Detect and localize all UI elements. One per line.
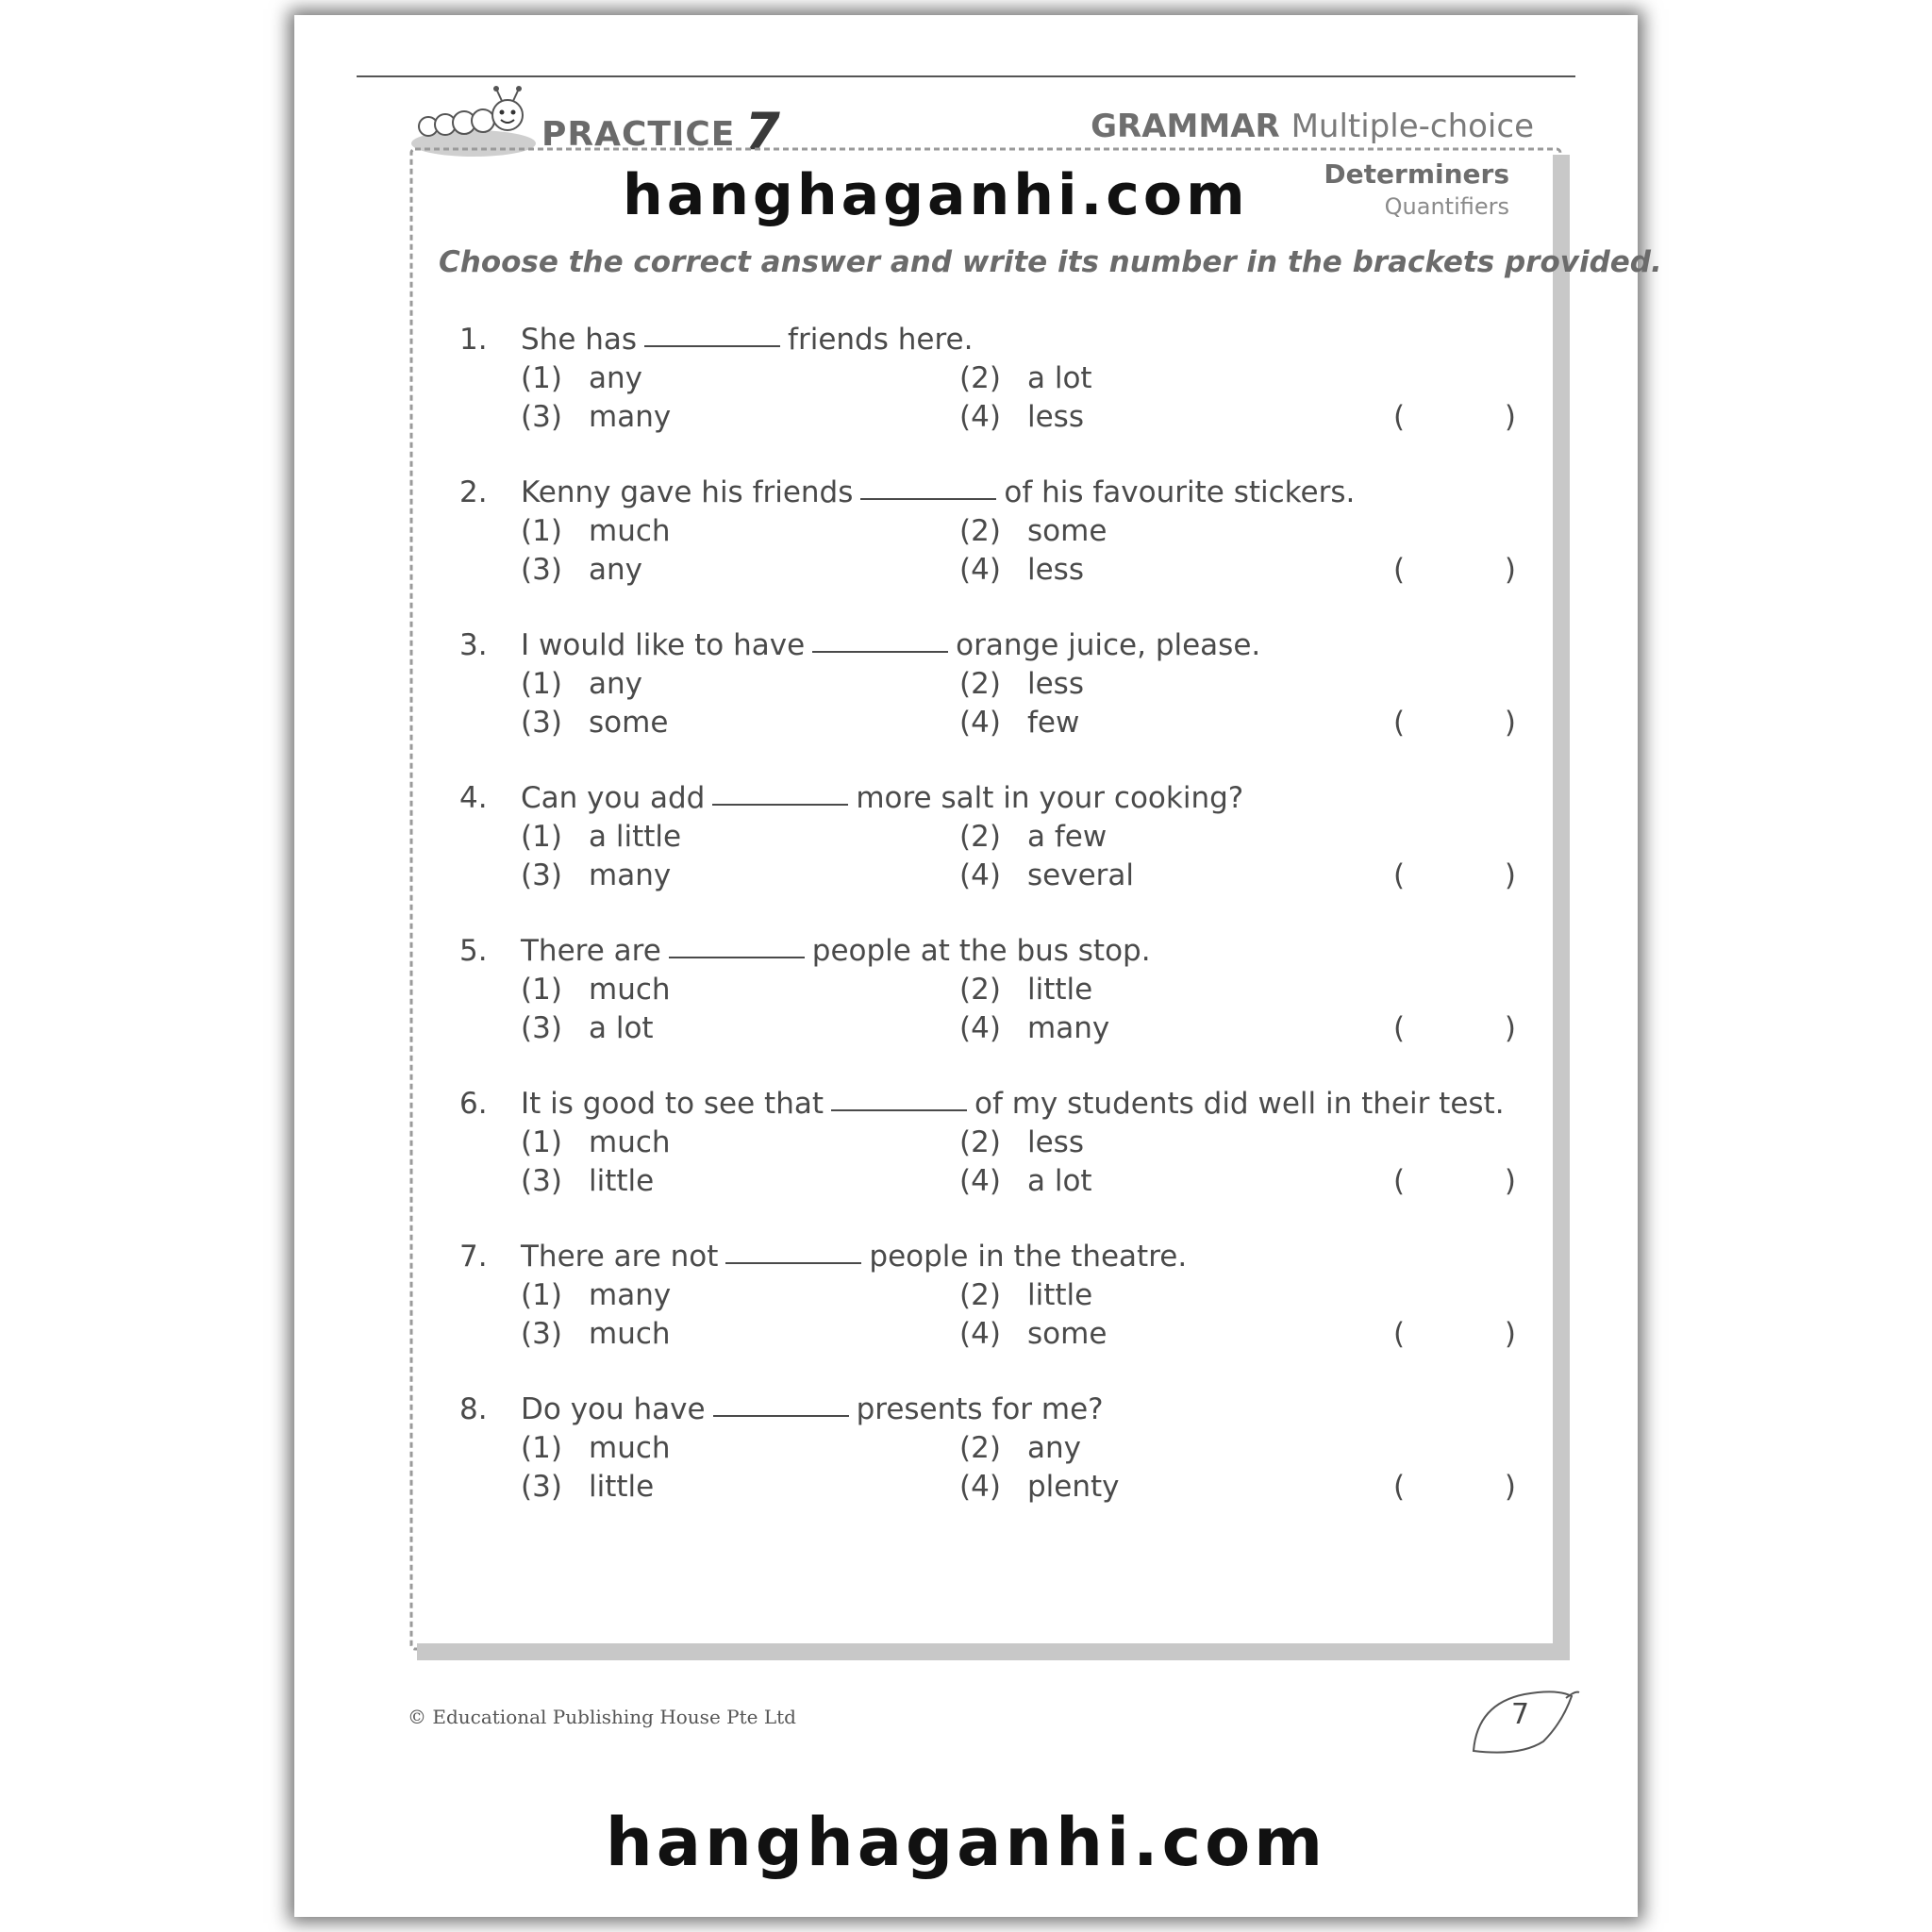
option-2 bbox=[959, 361, 1092, 395]
bracket-close: ) bbox=[1504, 400, 1516, 434]
option-4 bbox=[959, 706, 1079, 740]
answer-blank bbox=[812, 641, 948, 653]
stem-after: of my students did well in their test. bbox=[974, 1087, 1505, 1121]
top-rule bbox=[357, 75, 1575, 77]
bracket-close: ) bbox=[1504, 1317, 1516, 1351]
answer-blank bbox=[644, 336, 780, 347]
bracket-close: ) bbox=[1504, 706, 1516, 740]
answer-blank bbox=[831, 1100, 967, 1111]
option-text: little bbox=[589, 1164, 655, 1198]
option-label: (4) bbox=[959, 706, 1001, 740]
option-text: any bbox=[589, 553, 642, 587]
stem-after: of his favourite stickers. bbox=[1004, 475, 1356, 509]
option-text: many bbox=[589, 1278, 672, 1312]
option-text: a lot bbox=[1027, 361, 1092, 395]
option-label: (1) bbox=[521, 1125, 562, 1159]
question-6 bbox=[459, 1087, 1535, 1228]
stem-before: She has bbox=[521, 323, 638, 357]
option-1 bbox=[521, 361, 642, 395]
option-label: (2) bbox=[959, 820, 1001, 854]
option-text: a little bbox=[589, 820, 682, 854]
question-stem bbox=[459, 1087, 1505, 1121]
option-1 bbox=[521, 1125, 671, 1159]
option-text: few bbox=[1027, 706, 1080, 740]
option-label: (3) bbox=[521, 706, 562, 740]
bracket-open: ( bbox=[1393, 1317, 1406, 1351]
question-stem bbox=[459, 1392, 1104, 1426]
option-2 bbox=[959, 1125, 1084, 1159]
option-label: (4) bbox=[959, 1011, 1001, 1045]
option-text: much bbox=[589, 514, 671, 548]
question-number: 6. bbox=[459, 1087, 488, 1121]
bracket-open: ( bbox=[1393, 553, 1406, 587]
question-number: 8. bbox=[459, 1392, 488, 1426]
option-text: many bbox=[589, 858, 672, 892]
option-label: (4) bbox=[959, 553, 1001, 587]
bracket-open: ( bbox=[1393, 706, 1406, 740]
option-label: (1) bbox=[521, 820, 562, 854]
option-4 bbox=[959, 1011, 1109, 1045]
option-4 bbox=[959, 553, 1084, 587]
option-3 bbox=[521, 706, 668, 740]
option-label: (2) bbox=[959, 973, 1001, 1007]
option-text: a lot bbox=[589, 1011, 654, 1045]
bracket-close: ) bbox=[1504, 1470, 1516, 1504]
option-label: (2) bbox=[959, 1278, 1001, 1312]
option-label: (1) bbox=[521, 514, 562, 548]
question-stem bbox=[459, 475, 1355, 509]
option-label: (4) bbox=[959, 1164, 1001, 1198]
bracket-close: ) bbox=[1504, 858, 1516, 892]
option-2 bbox=[959, 973, 1092, 1007]
option-text: any bbox=[589, 667, 642, 701]
option-text: plenty bbox=[1027, 1470, 1120, 1504]
option-2 bbox=[959, 1431, 1081, 1465]
option-1 bbox=[521, 1431, 671, 1465]
option-text: many bbox=[589, 400, 672, 434]
option-text: several bbox=[1027, 858, 1134, 892]
option-label: (3) bbox=[521, 1164, 562, 1198]
option-text: a lot bbox=[1027, 1164, 1092, 1198]
bracket-open: ( bbox=[1393, 1164, 1406, 1198]
stem-before: I would like to have bbox=[521, 628, 806, 662]
option-text: some bbox=[1027, 514, 1108, 548]
option-text: much bbox=[589, 1125, 671, 1159]
option-2 bbox=[959, 667, 1084, 701]
option-label: (1) bbox=[521, 667, 562, 701]
stem-before: There are not bbox=[521, 1240, 719, 1274]
option-1 bbox=[521, 1278, 671, 1312]
topic-sub: Quantifiers bbox=[1384, 193, 1509, 220]
question-number: 5. bbox=[459, 934, 488, 968]
option-3 bbox=[521, 1470, 654, 1504]
answer-brackets[interactable] bbox=[1393, 1317, 1516, 1351]
answer-brackets[interactable] bbox=[1393, 553, 1516, 587]
question-number: 2. bbox=[459, 475, 488, 509]
option-text: much bbox=[589, 1431, 671, 1465]
page-number-leaf bbox=[1468, 1685, 1581, 1757]
option-label: (4) bbox=[959, 1470, 1001, 1504]
question-8 bbox=[459, 1392, 1535, 1534]
option-label: (3) bbox=[521, 553, 562, 587]
option-text: some bbox=[1027, 1317, 1108, 1351]
option-label: (4) bbox=[959, 400, 1001, 434]
option-text: less bbox=[1027, 667, 1084, 701]
option-3 bbox=[521, 1317, 671, 1351]
bracket-close: ) bbox=[1504, 553, 1516, 587]
category-bold: GRAMMAR bbox=[1091, 108, 1280, 145]
answer-brackets[interactable] bbox=[1393, 706, 1516, 740]
option-text: less bbox=[1027, 1125, 1084, 1159]
question-3 bbox=[459, 628, 1535, 770]
answer-brackets[interactable] bbox=[1393, 1011, 1516, 1045]
option-text: a few bbox=[1027, 820, 1108, 854]
stem-after: more salt in your cooking? bbox=[856, 781, 1244, 815]
question-1 bbox=[459, 323, 1535, 464]
bracket-open: ( bbox=[1393, 1470, 1406, 1504]
option-2 bbox=[959, 1278, 1092, 1312]
option-text: little bbox=[589, 1470, 655, 1504]
category-light: Multiple-choice bbox=[1291, 108, 1534, 145]
option-label: (1) bbox=[521, 1278, 562, 1312]
option-text: less bbox=[1027, 400, 1084, 434]
option-text: any bbox=[1027, 1431, 1081, 1465]
answer-brackets[interactable] bbox=[1393, 400, 1516, 434]
question-5 bbox=[459, 934, 1535, 1075]
question-number: 4. bbox=[459, 781, 488, 815]
option-label: (1) bbox=[521, 973, 562, 1007]
option-label: (3) bbox=[521, 858, 562, 892]
question-stem bbox=[459, 628, 1260, 662]
option-label: (2) bbox=[959, 1431, 1001, 1465]
option-4 bbox=[959, 858, 1134, 892]
bracket-close: ) bbox=[1504, 1011, 1516, 1045]
stem-before: Kenny gave his friends bbox=[521, 475, 854, 509]
option-text: much bbox=[589, 973, 671, 1007]
option-label: (4) bbox=[959, 1317, 1001, 1351]
question-stem bbox=[459, 781, 1243, 815]
stem-after: people at the bus stop. bbox=[811, 934, 1151, 968]
instructions: Choose the correct answer and write its number in the brackets provided. bbox=[439, 245, 1662, 279]
option-4 bbox=[959, 400, 1084, 434]
option-3 bbox=[521, 400, 671, 434]
practice-number: 7 bbox=[744, 102, 781, 161]
option-label: (2) bbox=[959, 1125, 1001, 1159]
option-3 bbox=[521, 553, 642, 587]
topic-main: Determiners bbox=[1324, 158, 1509, 190]
answer-brackets[interactable] bbox=[1393, 1470, 1516, 1504]
bracket-close: ) bbox=[1504, 1164, 1516, 1198]
option-3 bbox=[521, 858, 671, 892]
answer-blank bbox=[712, 794, 848, 806]
question-number: 1. bbox=[459, 323, 488, 357]
option-label: (3) bbox=[521, 1470, 562, 1504]
option-label: (3) bbox=[521, 1011, 562, 1045]
watermark-top: hanghaganhi.com bbox=[623, 162, 1249, 228]
option-label: (4) bbox=[959, 858, 1001, 892]
question-stem bbox=[459, 1240, 1187, 1274]
option-label: (1) bbox=[521, 1431, 562, 1465]
question-2 bbox=[459, 475, 1535, 617]
copyright-footer: © Educational Publishing House Pte Ltd bbox=[408, 1706, 796, 1728]
option-label: (1) bbox=[521, 361, 562, 395]
question-stem bbox=[459, 934, 1151, 968]
option-3 bbox=[521, 1164, 654, 1198]
stem-before: There are bbox=[521, 934, 661, 968]
stem-before: Can you add bbox=[521, 781, 706, 815]
answer-brackets[interactable] bbox=[1393, 858, 1516, 892]
stem-after: friends here. bbox=[788, 323, 974, 357]
bracket-open: ( bbox=[1393, 1011, 1406, 1045]
option-text: some bbox=[589, 706, 669, 740]
category-title bbox=[1091, 108, 1534, 145]
option-1 bbox=[521, 973, 671, 1007]
option-1 bbox=[521, 514, 671, 548]
answer-blank bbox=[713, 1406, 849, 1417]
page-number: 7 bbox=[1511, 1698, 1530, 1731]
option-label: (2) bbox=[959, 667, 1001, 701]
option-text: any bbox=[589, 361, 642, 395]
stem-after: orange juice, please. bbox=[956, 628, 1261, 662]
bracket-open: ( bbox=[1393, 858, 1406, 892]
option-1 bbox=[521, 667, 642, 701]
bracket-open: ( bbox=[1393, 400, 1406, 434]
stem-before: Do you have bbox=[521, 1392, 706, 1426]
answer-blank bbox=[725, 1253, 861, 1264]
option-label: (3) bbox=[521, 1317, 562, 1351]
option-4 bbox=[959, 1317, 1107, 1351]
question-number: 3. bbox=[459, 628, 488, 662]
stem-after: presents for me? bbox=[856, 1392, 1104, 1426]
question-7 bbox=[459, 1240, 1535, 1381]
option-label: (3) bbox=[521, 400, 562, 434]
option-4 bbox=[959, 1164, 1092, 1198]
option-text: little bbox=[1027, 1278, 1093, 1312]
option-4 bbox=[959, 1470, 1120, 1504]
option-2 bbox=[959, 820, 1107, 854]
option-label: (2) bbox=[959, 361, 1001, 395]
option-label: (2) bbox=[959, 514, 1001, 548]
option-3 bbox=[521, 1011, 654, 1045]
question-number: 7. bbox=[459, 1240, 488, 1274]
option-1 bbox=[521, 820, 681, 854]
question-4 bbox=[459, 781, 1535, 923]
question-stem bbox=[459, 323, 973, 357]
option-text: little bbox=[1027, 973, 1093, 1007]
option-text: many bbox=[1027, 1011, 1110, 1045]
answer-brackets[interactable] bbox=[1393, 1164, 1516, 1198]
practice-label: PRACTICE bbox=[541, 115, 736, 154]
answer-blank bbox=[669, 947, 805, 958]
option-text: much bbox=[589, 1317, 671, 1351]
topic-label bbox=[1324, 158, 1509, 220]
stem-before: It is good to see that bbox=[521, 1087, 824, 1121]
option-text: less bbox=[1027, 553, 1084, 587]
watermark-bottom: hanghaganhi.com bbox=[605, 1804, 1327, 1881]
option-2 bbox=[959, 514, 1107, 548]
stem-after: people in the theatre. bbox=[869, 1240, 1188, 1274]
answer-blank bbox=[860, 489, 996, 500]
